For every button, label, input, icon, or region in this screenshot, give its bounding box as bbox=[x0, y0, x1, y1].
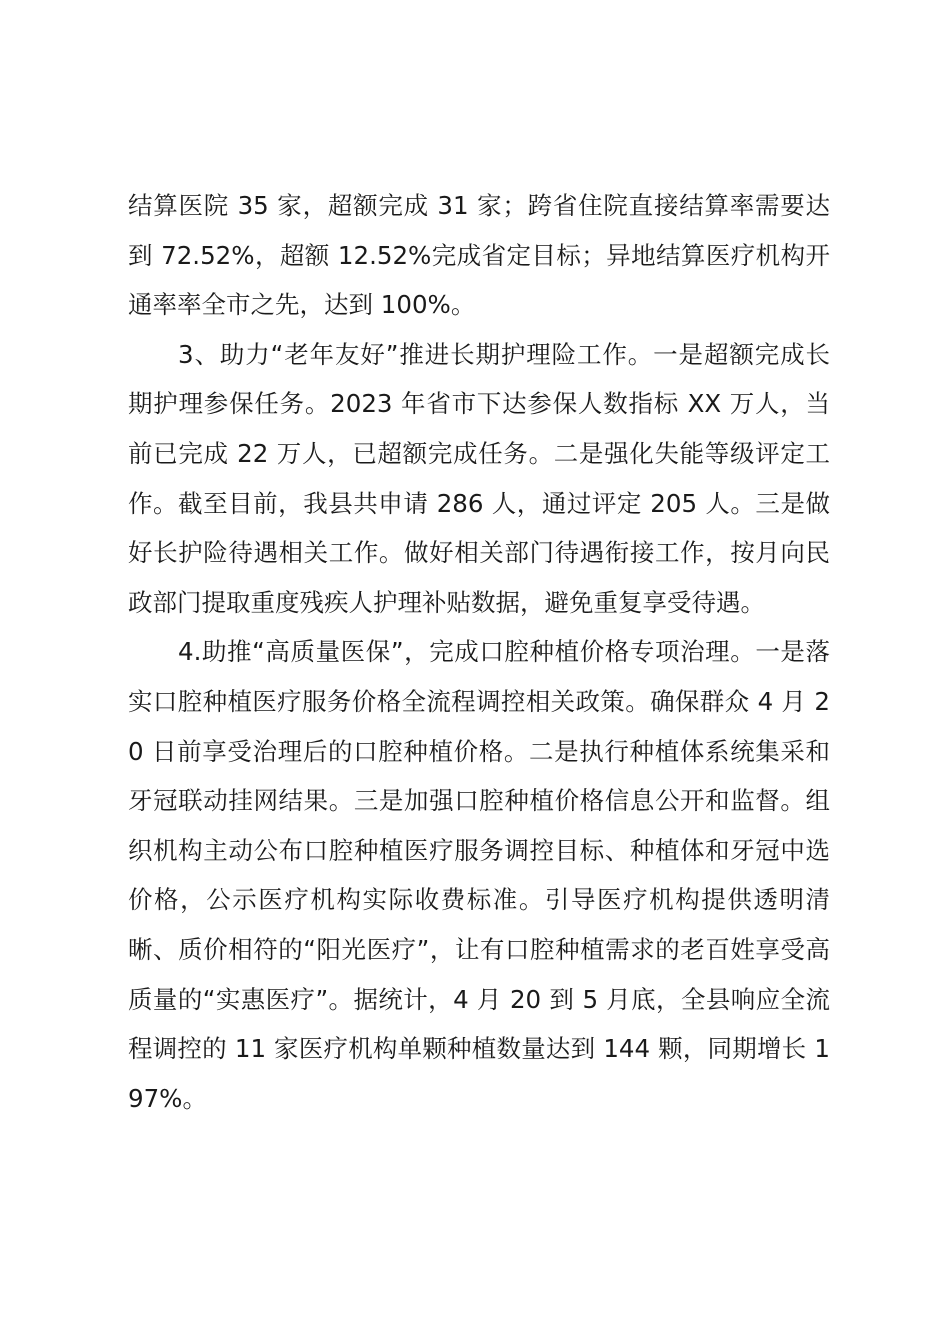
document-body bbox=[128, 181, 830, 1123]
paragraph-section-4: 4.助推“高质量医保”，完成口腔种植价格专项治理。一是落实口腔种植医疗服务价格全流程调控相关政策。确保群众 4 月 20 日前享受治理后的口腔种植价格。二是执行种植体系统集采和牙冠联动挂网结果。三是加强口腔种植价格信息公开和监督。组织机构主动公布口腔种植医疗服务调控目标、种植体和牙冠中选价格，公示医疗机构实际收费标准。引导医疗机构提供透明清晰、质价相符的“阳光医疗”，让有口腔种植需求的老百姓享受高质量的“实惠医疗”。据统计，4 月 20 到 5 月底，全县响应全流程调控的 11 家医疗机构单颗种植数量达到 144 颗，同期增长 197%。 bbox=[128, 637, 830, 1113]
paragraph-section-3: 3、助力“老年友好”推进长期护理险工作。一是超额完成长期护理参保任务。2023 年省市下达参保人数指标 XX 万人，当前已完成 22 万人，已超额完成任务。二是强化失能等级评定工作。截至目前，我县共申请 286 人，通过评定 205 人。三是做好长护险待遇相关工作。做好相关部门待遇衔接工作，按月向民政部门提取重度残疾人护理补贴数据，避免重复享受待遇。 bbox=[128, 339, 830, 617]
paragraph-continuation: 结算医院 35 家，超额完成 31 家；跨省住院直接结算率需要达到 72.52%，超额 12.52%完成省定目标；异地结算医疗机构开通率率全市之先，达到 100%。 bbox=[128, 191, 830, 320]
